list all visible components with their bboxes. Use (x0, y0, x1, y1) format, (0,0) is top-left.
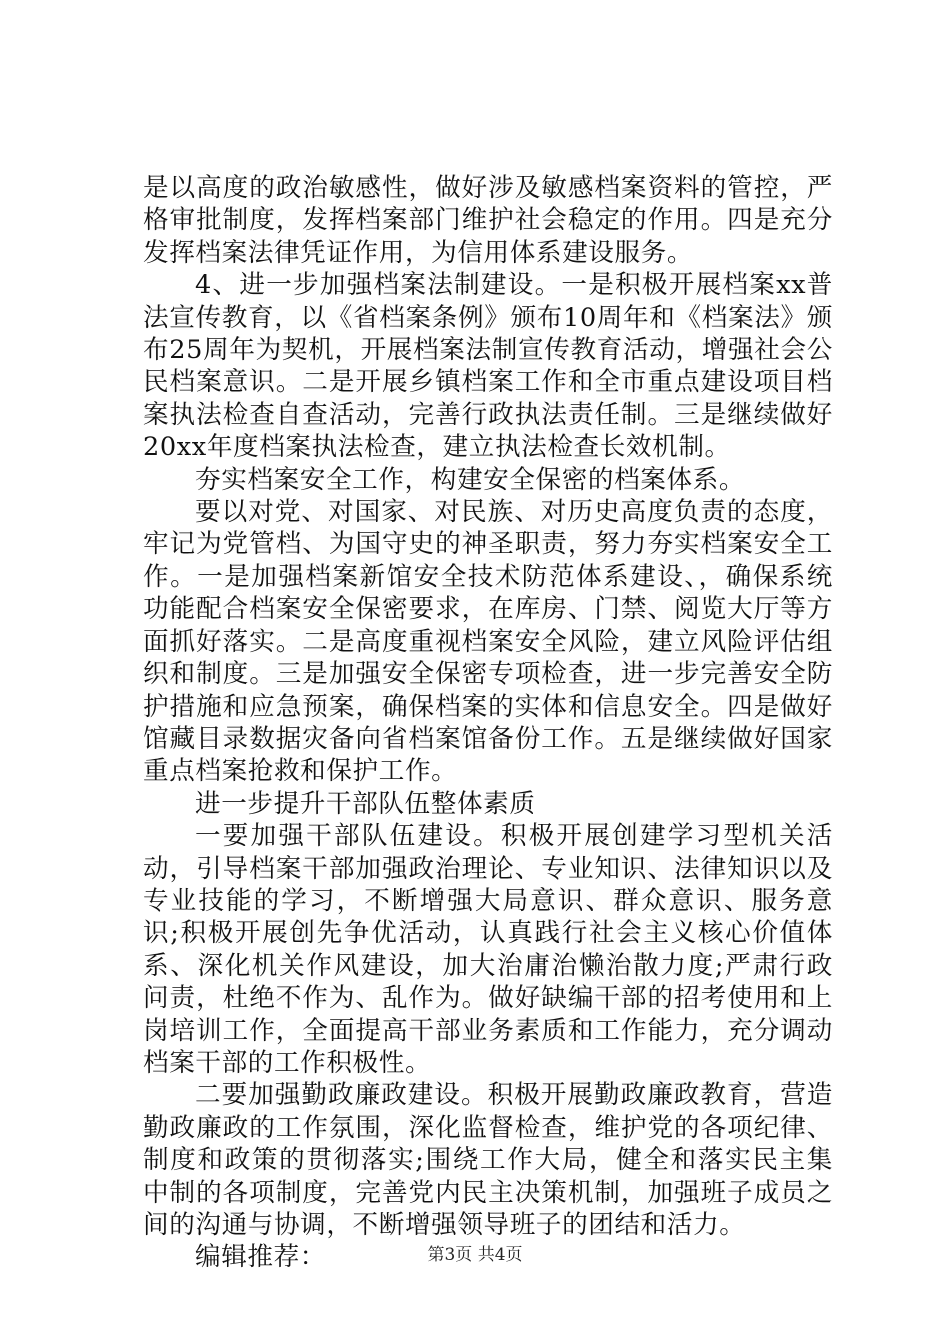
paragraph-integrity-building: 二要加强勤政廉政建设。积极开展勤政廉政教育，营造勤政廉政的工作氛围，深化监督检查，维护党的各项纪律、制度和政策的贯彻落实;围绕工作大局，健全和落实民主集中制的各项制度，完善党内民主决策机制，加强班子成员之间的沟通与协调，不断增强领导班子的团结和活力。 (143, 1080, 833, 1240)
page-number-footer: 第3页 共4页 (427, 1245, 523, 1265)
document-body (143, 172, 833, 1274)
section-heading-staff-quality: 进一步提升干部队伍整体素质 (195, 788, 536, 819)
section-heading-archive-security: 夯实档案安全工作，构建安全保密的档案体系。 (195, 464, 746, 495)
paragraph-archive-security: 要以对党、对国家、对民族、对历史高度负责的态度，牢记为党管档、为国守史的神圣职责，努力夯实档案安全工作。一是加强档案新馆安全技术防范体系建设、，确保系统功能配合档案安全保密要求，在库房、门禁、阅览大厅等方面抓好落实。二是高度重视档案安全风险，建立风险评估组织和制度。三是加强安全保密专项检查，进一步完善安全防护措施和应急预案，确保档案的实体和信息安全。四是做好馆藏目录数据灾备向省档案馆备份工作。五是继续做好国家重点档案抢救和保护工作。 (143, 497, 833, 787)
paragraph-legal-construction: 4、进一步加强档案法制建设。一是积极开展档案xx普法宣传教育，以《省档案条例》颁布10周年和《档案法》颁布25周年为契机，开展档案法制宣传教育活动，增强社会公民档案意识。二是开展乡镇档案工作和全市重点建设项目档案执法检查自查活动，完善行政执法责任制。三是继续做好20xx年度档案执法检查，建立执法检查长效机制。 (143, 270, 833, 463)
paragraph-staff-building: 一要加强干部队伍建设。积极开展创建学习型机关活动，引导档案干部加强政治理论、专业知识、法律知识以及专业技能的学习，不断增强大局意识、群众意识、服务意识;积极开展创先争优活动，认真践行社会主义核心价值体系、深化机关作风建设，加大治庸治懒治散力度;严肃行政问责，杜绝不作为、乱作为。做好缺编干部的招考使用和上岗培训工作，全面提高干部业务素质和工作能力，充分调动档案干部的工作积极性。 (143, 821, 833, 1078)
editor-recommendation: 编辑推荐： (195, 1242, 326, 1273)
paragraph-continuation: 是以高度的政治敏感性，做好涉及敏感档案资料的管控，严格审批制度，发挥档案部门维护社会稳定的作用。四是充分发挥档案法律凭证作用，为信用体系建设服务。 (143, 173, 833, 268)
